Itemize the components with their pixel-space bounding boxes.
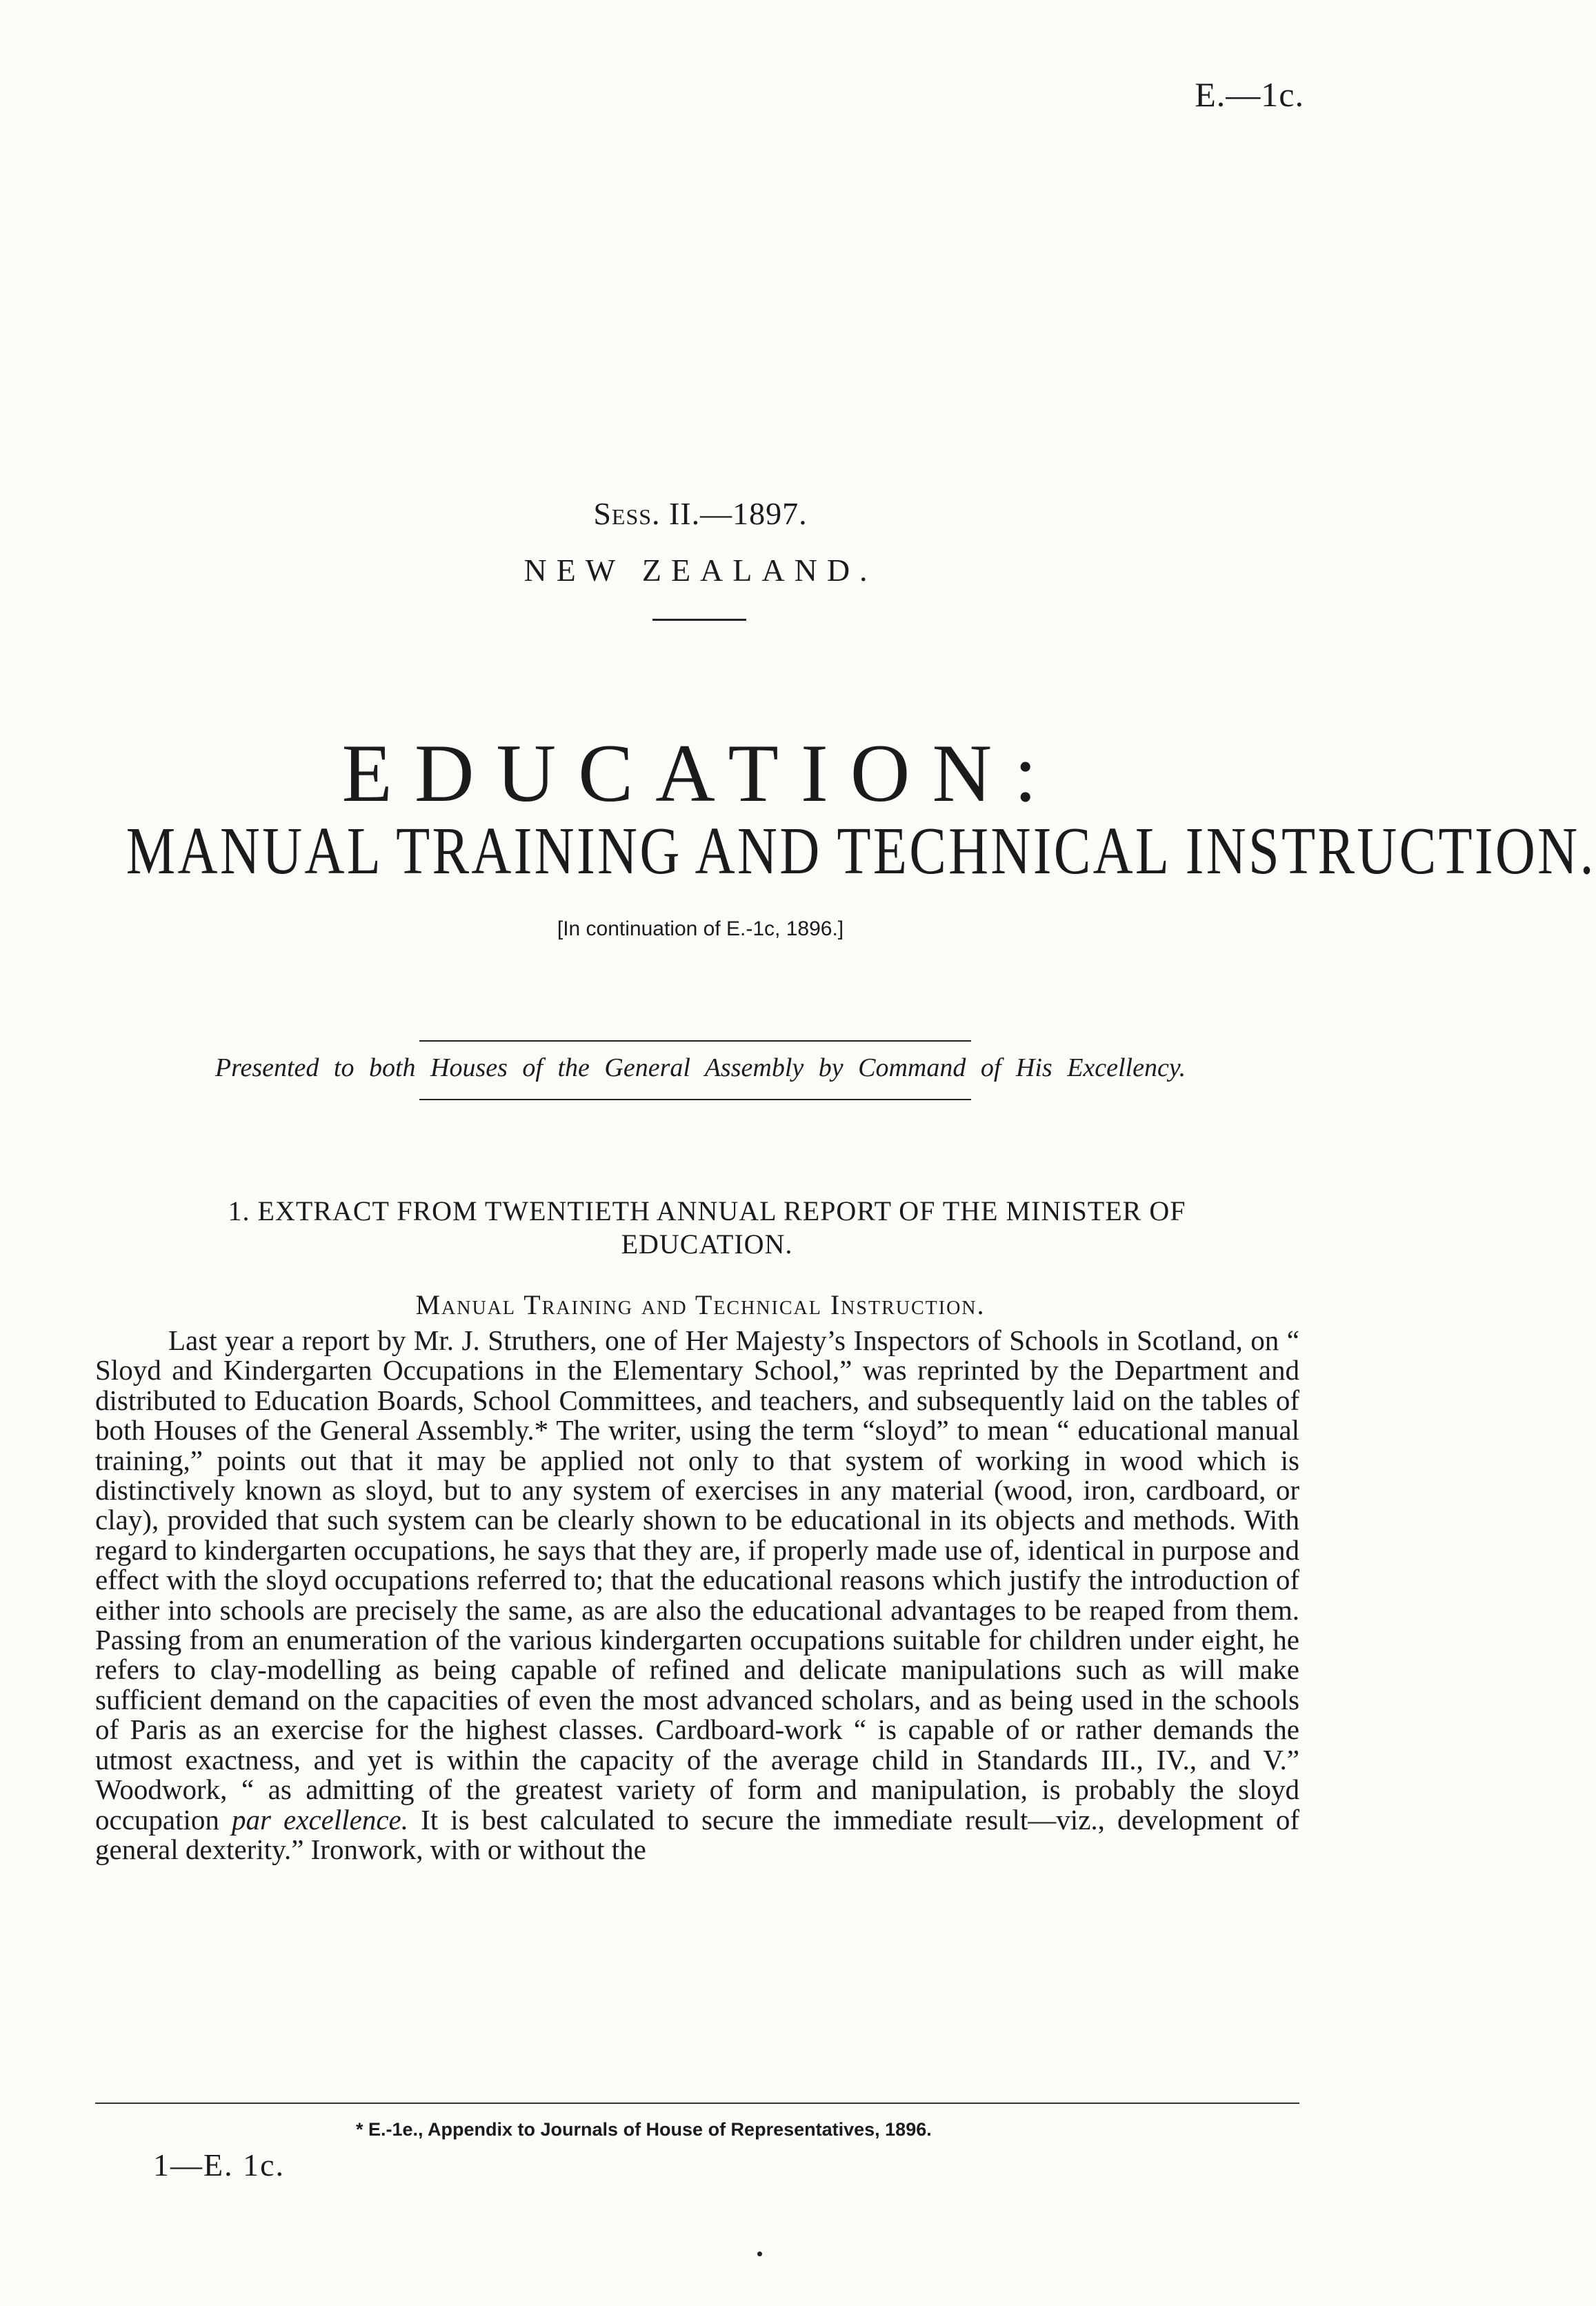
section-heading: 1. EXTRACT FROM TWENTIETH ANNUAL REPORT OF THE MINISTER OF EDUCATION. [228, 1195, 1186, 1260]
continuation-note: [In continuation of E.-1c, 1896.] [557, 917, 844, 940]
session-line [0, 495, 1401, 532]
footnote: * E.-1e., Appendix to Journals of House of Representatives, 1896. [356, 2119, 932, 2140]
presented-line: Presented to both Houses of the General Assembly by Command of His Excellency. [215, 1053, 1186, 1082]
page-signature: 1—E. 1c. [153, 2147, 286, 2183]
title-divider [652, 619, 746, 621]
body-paragraph [95, 1326, 1299, 1865]
print-mark [757, 2252, 762, 2256]
session-prefix: Sess. [593, 496, 661, 531]
italic-phrase: par excellence. [232, 1803, 408, 1836]
paragraph-end: It is best calculated to secure the immediate result—viz., development of general dexterity.” Ironwork, with or without the [95, 1803, 1300, 1865]
presented-rule-top [419, 1040, 971, 1042]
paragraph-text: Last year a report by Mr. J. Struthers, one of Her Majesty’s Inspectors of Schools in Scotland, on “ Sloyd and Kindergarten Occupations in the Elementary School,” was reprinted by the Department and distributed to Education Boards, School Committees, and teachers, and subsequently laid on the tables of both Houses of the General Assembly.* The writer, using the term “sloyd” to mean “ educational manual training,” points out that it may be applied not only to that system of working in wood which is distinctively known as sloyd, but to any system of exercises in any material (wood, iron, cardboard, or clay), provided that such system can be clearly shown to be educational in its objects and methods. With regard to kindergarten occupations, he says that they are, if properly made use of, identical in purpose and effect with the sloyd occupations referred to; that the educational reasons which justify the introduction of either into schools are precisely the same, as are also the educational advantages to be reaped from them. Passing from an enumeration of the various kindergarten occupations suitable for children under eight, he refers to clay-modelling as being capable of refined and delicate manipulations such as will make sufficient demand on the capacities of even the most advanced scholars, and as being used in the schools of Paris as an exercise for the highest classes. Cardboard-work “ is capable of or rather demands the utmost exactness, and yet is within the capacity of the average child in Standards III., IV., and V.” Woodwork, “ as admitting of the greatest variety of form and manipulation, is probably the sloyd occupation [95, 1324, 1299, 1836]
section-subheading: Manual Training and Technical Instruction. [415, 1289, 986, 1320]
document-reference: E.—1c. [1195, 75, 1304, 114]
session-number: II.—1897. [669, 496, 808, 531]
body-text [95, 1326, 1299, 1865]
document-title: EDUCATION: [341, 727, 1059, 819]
document-subtitle: MANUAL TRAINING AND TECHNICAL INSTRUCTION. [126, 814, 1596, 888]
country-line: NEW ZEALAND. [523, 553, 877, 588]
footnote-divider [95, 2103, 1299, 2104]
presented-rule-bottom [419, 1099, 971, 1100]
